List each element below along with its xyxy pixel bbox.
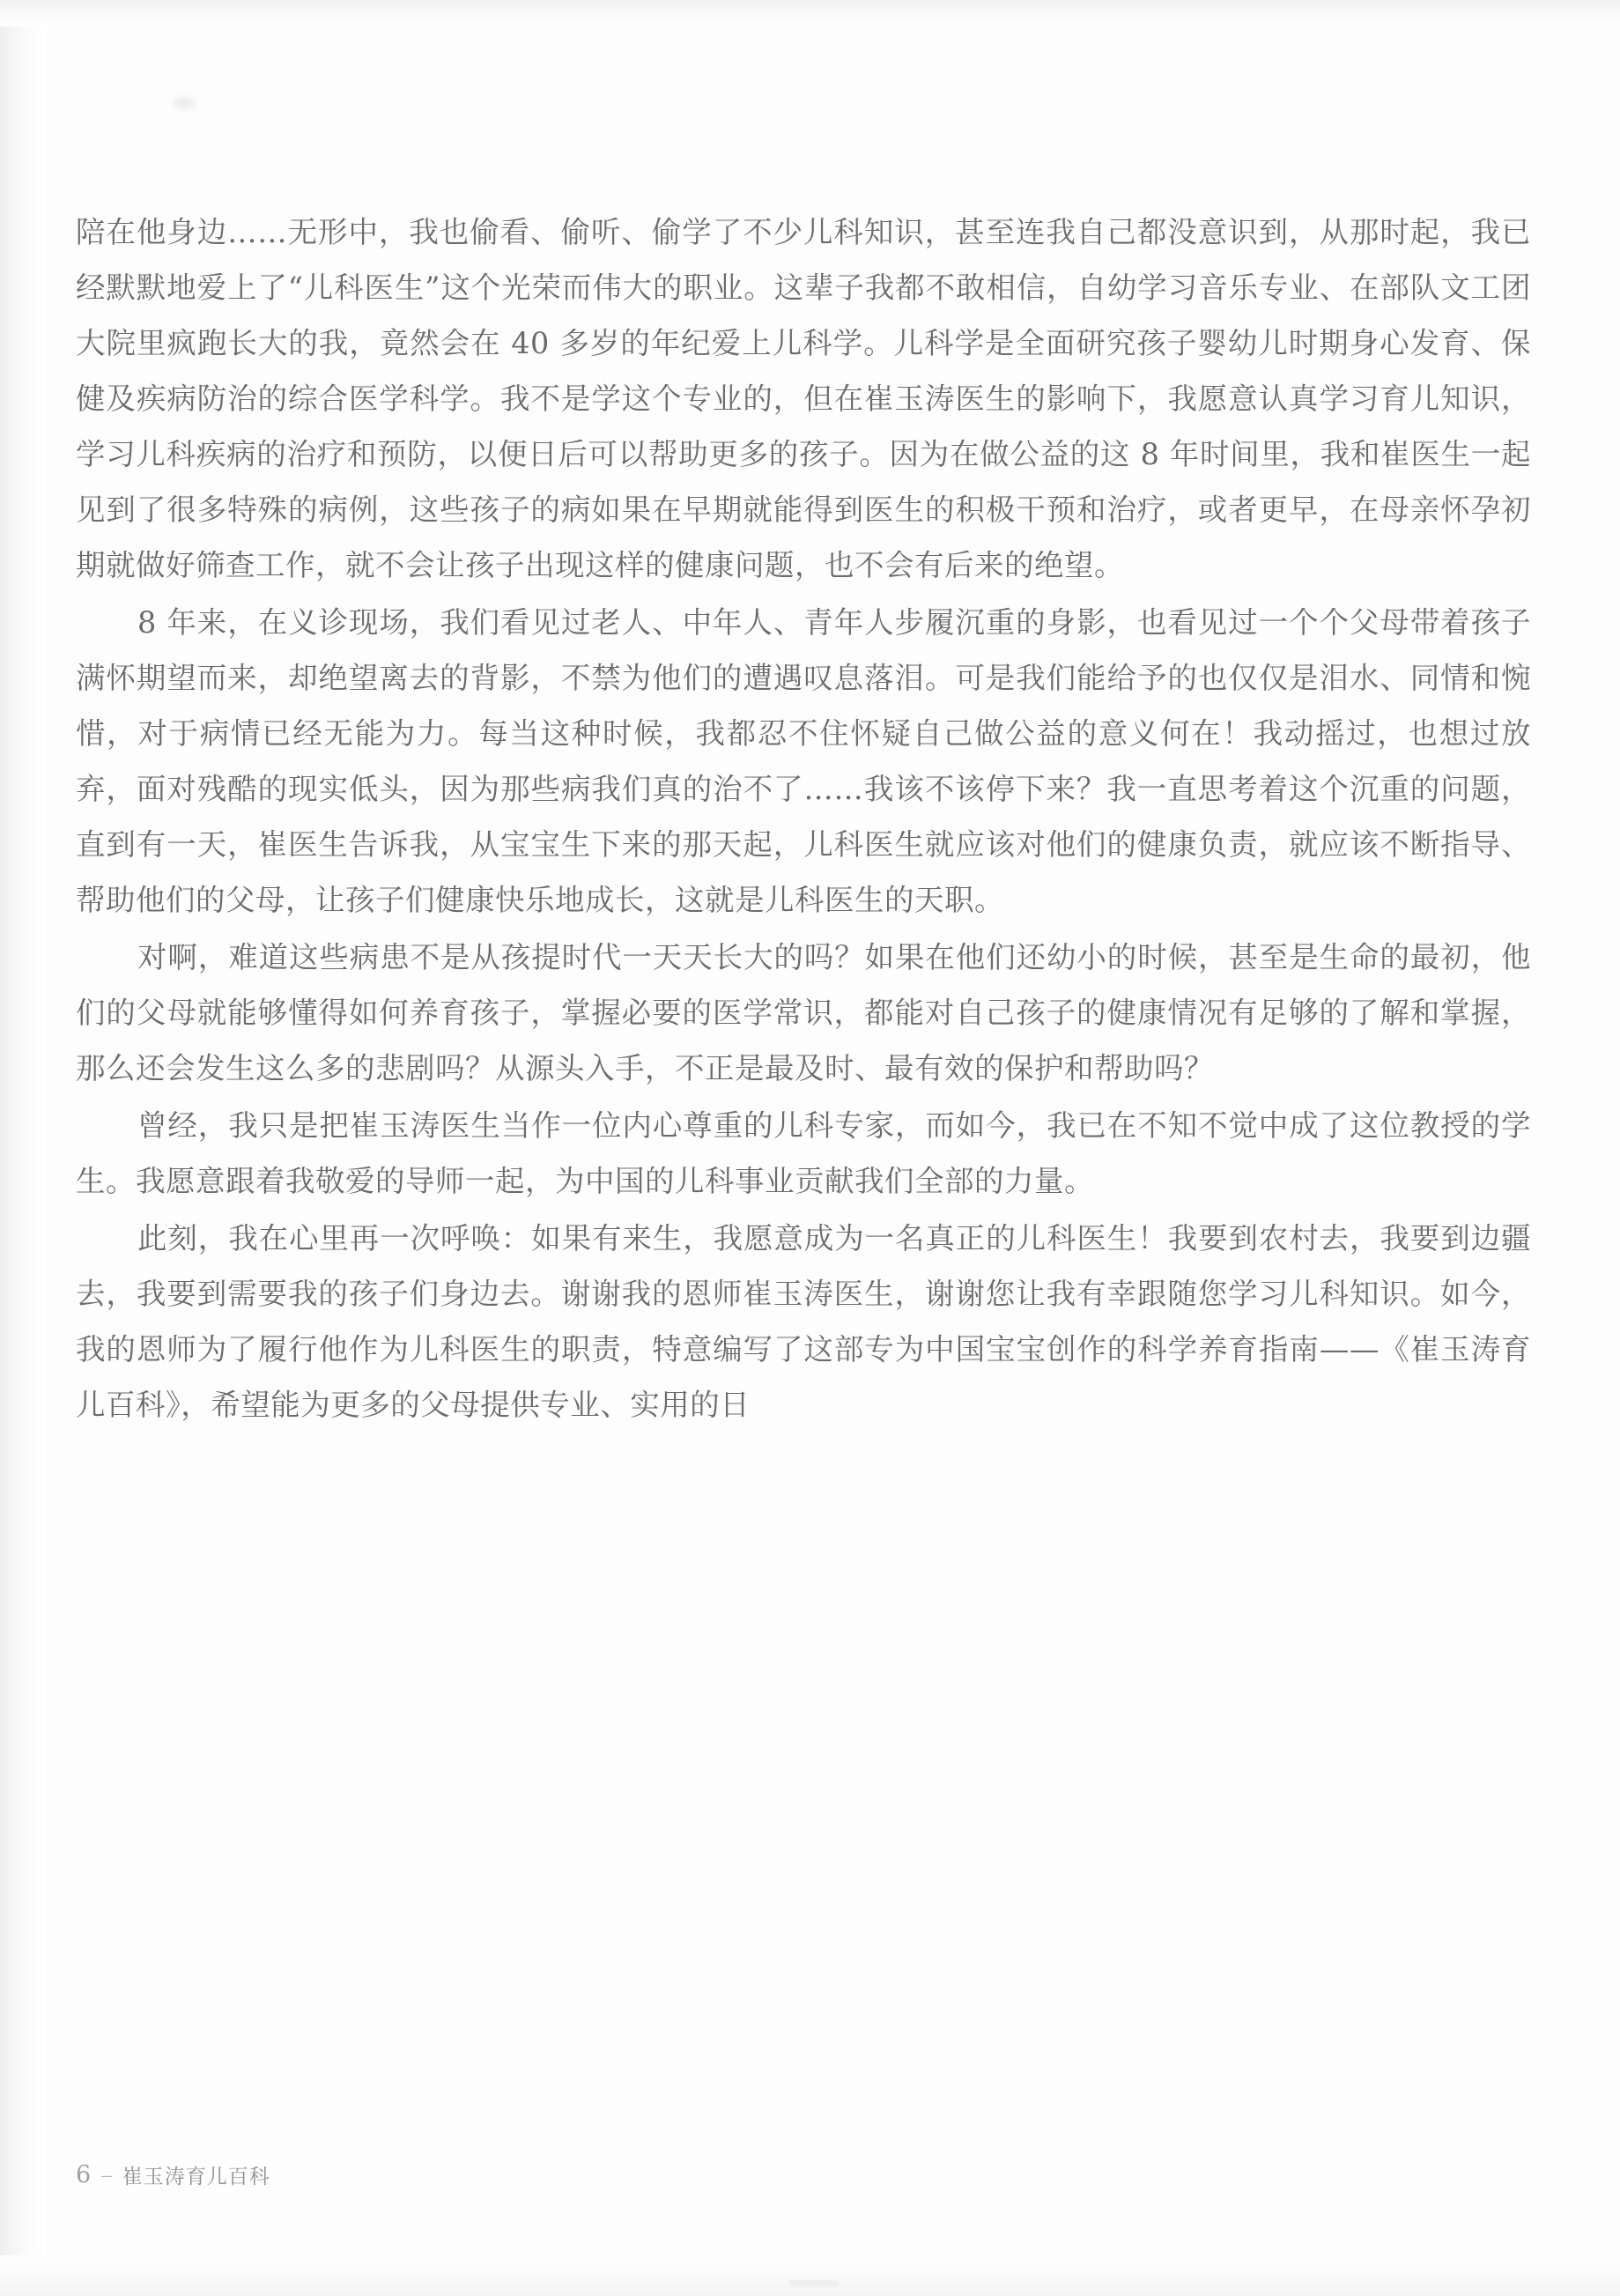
page-footer	[76, 2160, 1531, 2189]
bottom-scan-mark	[788, 2280, 840, 2287]
paragraph-continued: 陪在他身边……无形中，我也偷看、偷听、偷学了不少儿科知识，甚至连我自己都没意识到，从那时起，我已经默默地爱上了“儿科医生”这个光荣而伟大的职业。这辈子我都不敢相信，自幼学习音乐专业、在部队文工团大院里疯跑长大的我，竟然会在 40 多岁的年纪爱上儿科学。儿科学是全面研究孩子婴幼儿时期身心发育、保健及疾病防治的综合医学科学。我不是学这个专业的，但在崔玉涛医生的影响下，我愿意认真学习育儿知识，学习儿科疾病的治疗和预防，以便日后可以帮助更多的孩子。因为在做公益的这 8 年时间里，我和崔医生一起见到了很多特殊的病例，这些孩子的病如果在早期就能得到医生的积极干预和治疗，或者更早，在母亲怀孕初期就做好筛查工作，就不会让孩子出现这样的健康问题，也不会有后来的绝望。	[76, 215, 1531, 582]
page-number: 6	[76, 2161, 92, 2189]
paragraph-4: 曾经，我只是把崔玉涛医生当作一位内心尊重的儿科专家，而如今，我已在不知不觉中成了这位教授的学生。我愿意跟着我敬爱的导师一起，为中国的儿科事业贡献我们全部的力量。	[76, 1108, 1531, 1198]
paragraph-3: 对啊，难道这些病患不是从孩提时代一天天长大的吗？如果在他们还幼小的时候，甚至是生命的最初，他们的父母就能够懂得如何养育孩子，掌握必要的医学常识，都能对自己孩子的健康情况有足够的了解和掌握，那么还会发生这么多的悲剧吗？从源头入手，不正是最及时、最有效的保护和帮助吗？	[76, 940, 1531, 1085]
paragraph-2: 8 年来，在义诊现场，我们看见过老人、中年人、青年人步履沉重的身影，也看见过一个个父母带着孩子满怀期望而来，却绝望离去的背影，不禁为他们的遭遇叹息落泪。可是我们能给予的也仅仅是泪水、同情和惋惜，对于病情已经无能为力。每当这种时候，我都忍不住怀疑自己做公益的意义何在！我动摇过，也想过放弃，面对残酷的现实低头，因为那些病我们真的治不了……我该不该停下来？我一直思考着这个沉重的问题，直到有一天，崔医生告诉我，从宝宝生下来的那天起，儿科医生就应该对他们的健康负责，就应该不断指导、帮助他们的父母，让孩子们健康快乐地成长，这就是儿科医生的天职。	[76, 605, 1531, 917]
footer-dash: –	[101, 2163, 112, 2186]
footer-book-title: 崔玉涛育儿百科	[122, 2166, 270, 2189]
scan-artifact-blot	[173, 97, 196, 109]
page-top-edge-shadow	[0, 0, 1620, 26]
page-body-text	[76, 204, 1531, 1434]
page-bottom-edge-shadow	[0, 2255, 1620, 2296]
paragraph-5: 此刻，我在心里再一次呼唤：如果有来生，我愿意成为一名真正的儿科医生！我要到农村去，我要到边疆去，我要到需要我的孩子们身边去。谢谢我的恩师崔玉涛医生，谢谢您让我有幸跟随您学习儿科知识。如今，我的恩师为了履行他作为儿科医生的职责，特意编写了这部专为中国宝宝创作的科学养育指南——《崔玉涛育儿百科》，希望能为更多的父母提供专业、实用的日	[76, 1221, 1531, 1422]
page-left-edge-shadow	[0, 0, 46, 2296]
